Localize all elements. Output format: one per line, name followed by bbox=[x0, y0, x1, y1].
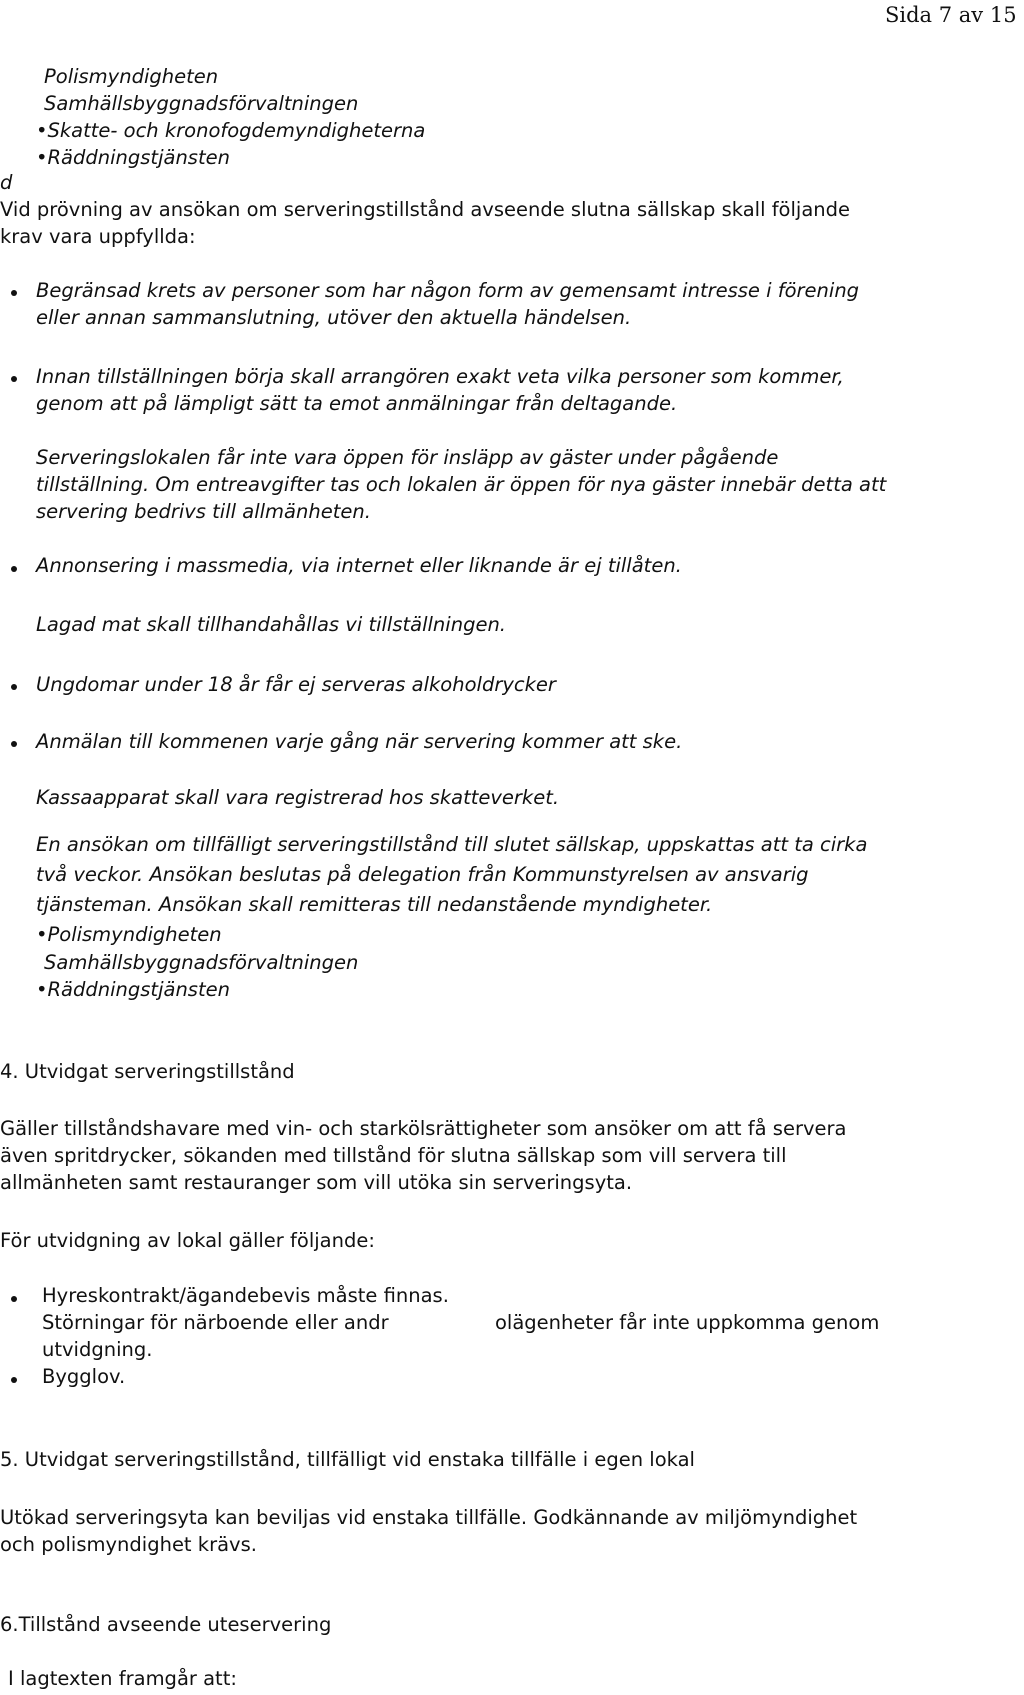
list-item: Ungdomar under 18 år får ej serveras alkoholdrycker bbox=[36, 673, 556, 696]
paragraph-line: Serveringslokalen får inte vara öppen för insläpp av gäster under pågående bbox=[36, 446, 779, 469]
list-item: utvidgning. bbox=[42, 1338, 153, 1361]
list-item: Begränsad krets av personer som har någon form av gemensamt intresse i förening bbox=[36, 279, 860, 302]
bullet-icon bbox=[11, 566, 17, 572]
list-item: •Polismyndigheten bbox=[36, 923, 222, 946]
paragraph-line: servering bedrivs till allmänheten. bbox=[36, 500, 371, 523]
bullet-icon bbox=[11, 1377, 17, 1383]
section-heading: 4. Utvidgat serveringstillstånd bbox=[0, 1060, 295, 1083]
paragraph-line: Utökad serveringsyta kan beviljas vid enstaka tillfälle. Godkännande av miljömyndighet bbox=[0, 1506, 858, 1529]
paragraph-line: tjänsteman. Ansökan skall remitteras till nedanstående myndigheter. bbox=[36, 893, 713, 916]
paragraph-line: Gäller tillståndshavare med vin- och starkölsrättigheter som ansöker om att få servera bbox=[0, 1117, 847, 1140]
list-item: Hyreskontrakt/ägandebevis måste finnas. bbox=[42, 1284, 449, 1307]
paragraph-line: och polismyndighet krävs. bbox=[0, 1533, 257, 1556]
paragraph-line: krav vara uppfyllda: bbox=[0, 225, 196, 248]
stray-mark: d bbox=[0, 171, 13, 194]
list-item: •Räddningstjänsten bbox=[36, 978, 230, 1001]
list-item: Polismyndigheten bbox=[44, 65, 219, 88]
bullet-icon bbox=[11, 290, 17, 296]
section-heading: 5. Utvidgat serveringstillstånd, tillfälligt vid enstaka tillfälle i egen lokal bbox=[0, 1448, 695, 1471]
list-item: eller annan sammanslutning, utöver den aktuella händelsen. bbox=[36, 306, 632, 329]
bullet-icon bbox=[11, 1296, 17, 1302]
bullet-icon bbox=[11, 684, 17, 690]
paragraph-line: två veckor. Ansökan beslutas på delegation från Kommunstyrelsen av ansvarig bbox=[36, 863, 809, 886]
list-item: olägenheter får inte uppkomma genom bbox=[495, 1311, 880, 1334]
paragraph-line: även spritdrycker, sökanden med tillstånd för slutna sällskap som vill servera till bbox=[0, 1144, 787, 1167]
section-heading: 6.Tillstånd avseende uteservering bbox=[0, 1613, 332, 1636]
bullet-icon bbox=[11, 376, 17, 382]
list-item: Innan tillställningen börja skall arrangören exakt veta vilka personer som kommer, bbox=[36, 365, 844, 388]
paragraph-line: Kassaapparat skall vara registrerad hos skatteverket. bbox=[36, 786, 560, 809]
list-item: Störningar för närboende eller andr bbox=[42, 1311, 389, 1334]
paragraph-line: I lagtexten framgår att: bbox=[8, 1667, 237, 1690]
list-item: •Räddningstjänsten bbox=[36, 146, 230, 169]
paragraph-line: Lagad mat skall tillhandahållas vi tillställningen. bbox=[36, 613, 506, 636]
list-item: Annonsering i massmedia, via internet eller liknande är ej tillåten. bbox=[36, 554, 682, 577]
paragraph-line: tillställning. Om entreavgifter tas och lokalen är öppen för nya gäster innebär detta att bbox=[36, 473, 887, 496]
paragraph-line: En ansökan om tillfälligt serveringstillstånd till slutet sällskap, uppskattas att ta cirka bbox=[36, 833, 868, 856]
list-item: •Skatte- och kronofogdemyndigheterna bbox=[36, 119, 426, 142]
paragraph-line: allmänheten samt restauranger som vill utöka sin serveringsyta. bbox=[0, 1171, 633, 1194]
list-item: genom att på lämpligt sätt ta emot anmälningar från deltagande. bbox=[36, 392, 678, 415]
page-number: Sida 7 av 15 bbox=[885, 3, 1017, 27]
list-item: Samhällsbyggnadsförvaltningen bbox=[44, 92, 359, 115]
list-item: Bygglov. bbox=[42, 1365, 126, 1388]
paragraph-line: Vid prövning av ansökan om serveringstillstånd avseende slutna sällskap skall följande bbox=[0, 198, 851, 221]
list-item: Samhällsbyggnadsförvaltningen bbox=[44, 951, 359, 974]
list-item: Anmälan till kommenen varje gång när servering kommer att ske. bbox=[36, 730, 683, 753]
bullet-icon bbox=[11, 741, 17, 747]
paragraph-line: För utvidgning av lokal gäller följande: bbox=[0, 1229, 375, 1252]
